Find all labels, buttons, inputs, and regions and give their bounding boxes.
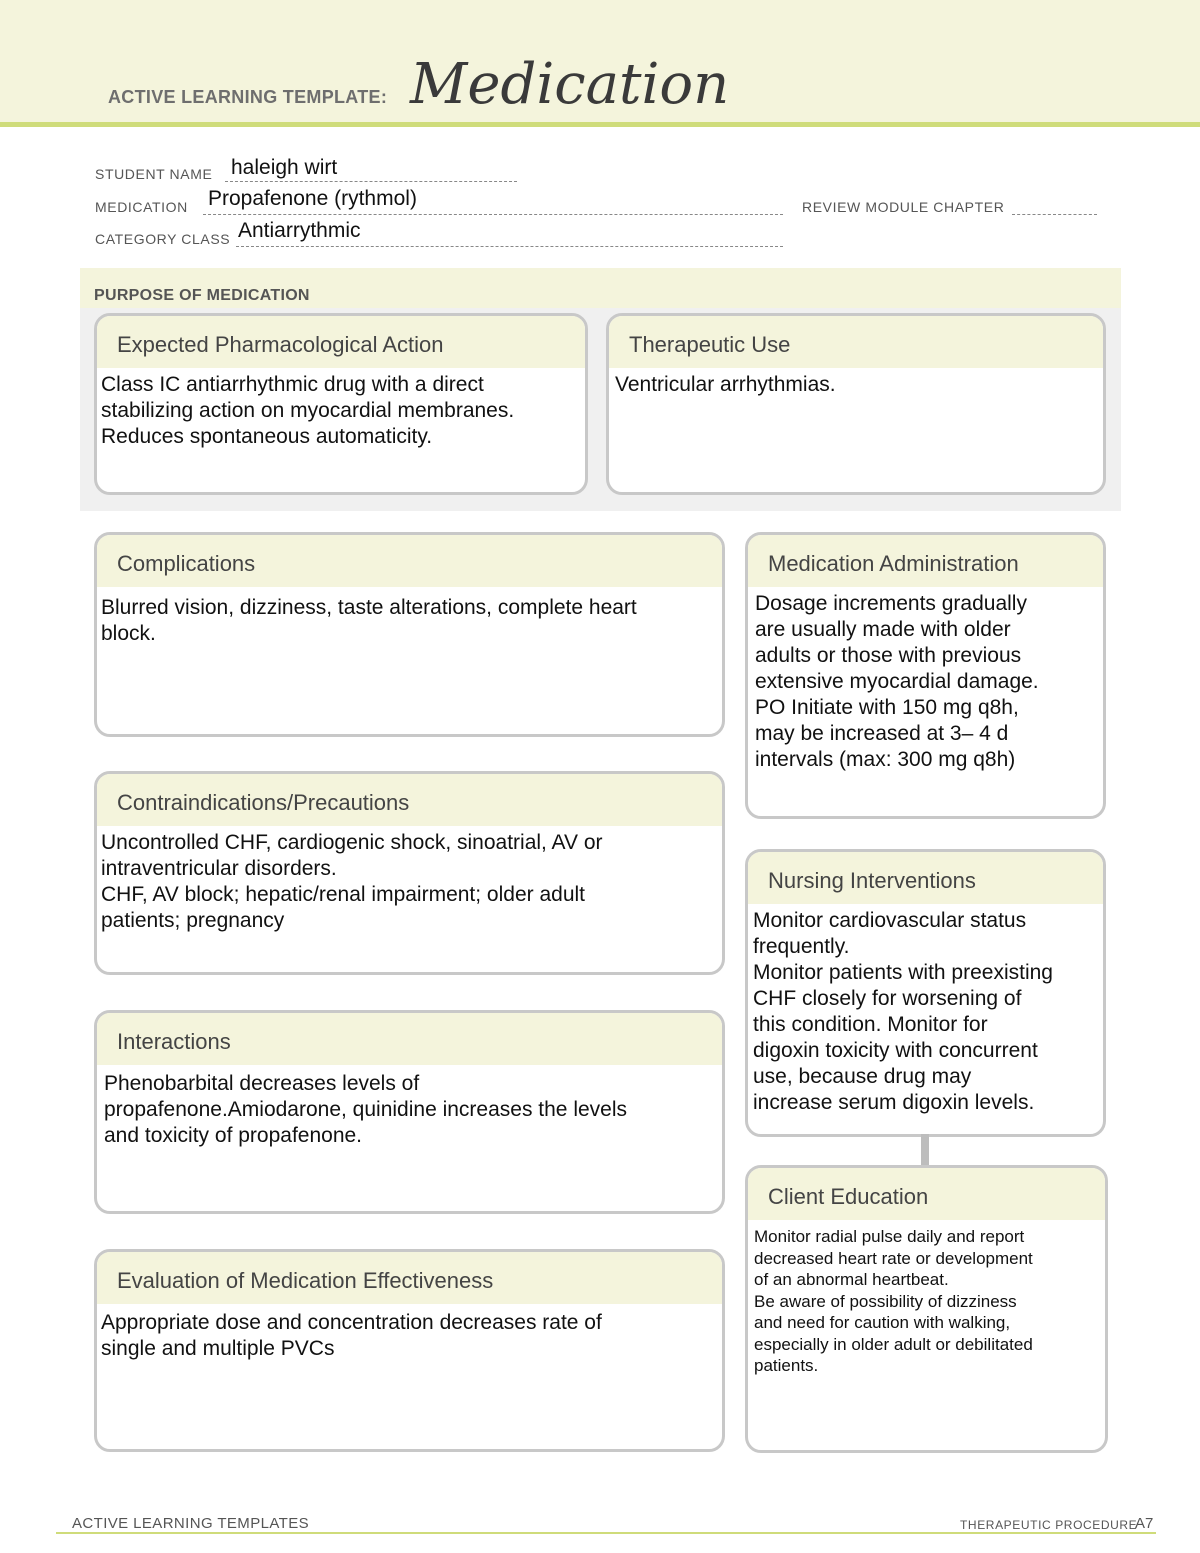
expected-action-box xyxy=(94,313,588,495)
education-text[interactable]: Monitor radial pulse daily and report decreased heart rate or development of an abnormal heartbeat. Be aware of possibility of dizziness and need for caution with walking, especially in older adult or debilitated patients. xyxy=(754,1227,1033,1375)
medication-line xyxy=(203,214,783,215)
therapeutic-use-title: Therapeutic Use xyxy=(609,316,1103,368)
student-name-line xyxy=(225,181,517,182)
student-name-label: STUDENT NAME xyxy=(95,166,213,182)
evaluation-box xyxy=(94,1249,725,1452)
nursing-box xyxy=(745,849,1106,1137)
administration-box xyxy=(745,532,1106,819)
expected-action-text[interactable]: Class IC antiarrhythmic drug with a direct stabilizing action on myocardial membranes. Reduces spontaneous automaticity. xyxy=(101,373,515,448)
evaluation-text[interactable]: Appropriate dose and concentration decreases rate of single and multiple PVCs xyxy=(101,1311,602,1360)
administration-text[interactable]: Dosage increments gradually are usually made with older adults or those with previous extensive myocardial damage. PO Initiate with 150 mg q8h, may be increased at 3– 4 d intervals (max: 300 mg q8h) xyxy=(755,592,1039,771)
interactions-title: Interactions xyxy=(97,1013,722,1065)
therapeutic-use-box xyxy=(606,313,1106,495)
medication-field[interactable]: Propafenone (rythmol) xyxy=(208,187,417,210)
footer-rule xyxy=(56,1532,1156,1534)
footer-left-label: ACTIVE LEARNING TEMPLATES xyxy=(72,1515,309,1532)
therapeutic-use-text[interactable]: Ventricular arrhythmias. xyxy=(615,373,836,396)
education-title: Client Education xyxy=(748,1168,1105,1220)
interactions-box xyxy=(94,1010,725,1214)
complications-box xyxy=(94,532,725,737)
medication-label: MEDICATION xyxy=(95,199,188,215)
nursing-text[interactable]: Monitor cardiovascular status frequently. Monitor patients with preexisting CHF closely for worsening of this condition. Monitor for digoxin toxicity with concurrent use, because drug may increase serum digoxin levels. xyxy=(753,909,1053,1114)
evaluation-title: Evaluation of Medication Effectiveness xyxy=(97,1252,722,1304)
contraindications-box xyxy=(94,771,725,975)
nursing-title: Nursing Interventions xyxy=(748,852,1103,904)
page-number: A7 xyxy=(1135,1515,1154,1532)
student-name-field[interactable]: haleigh wirt xyxy=(231,156,338,179)
expected-action-title: Expected Pharmacological Action xyxy=(97,316,585,368)
contraindications-text[interactable]: Uncontrolled CHF, cardiogenic shock, sinoatrial, AV or intraventricular disorders. CHF, AV block; hepatic/renal impairment; older adult patients; pregnancy xyxy=(101,831,603,932)
contraindications-title: Contraindications/Precautions xyxy=(97,774,722,826)
template-label: ACTIVE LEARNING TEMPLATE: xyxy=(108,87,388,107)
footer-right-label: THERAPEUTIC PROCEDURE xyxy=(960,1518,1138,1532)
purpose-title: PURPOSE OF MEDICATION xyxy=(94,287,310,304)
review-module-label: REVIEW MODULE CHAPTER xyxy=(802,199,1005,215)
category-class-field[interactable]: Antiarrythmic xyxy=(238,219,361,242)
review-module-field[interactable] xyxy=(1012,214,1097,215)
header-rule xyxy=(0,122,1200,127)
page-title: Medication xyxy=(410,52,730,117)
box-connector xyxy=(921,1134,929,1166)
complications-text[interactable]: Blurred vision, dizziness, taste alterations, complete heart block. xyxy=(101,596,637,645)
interactions-text[interactable]: Phenobarbital decreases levels of propafenone.Amiodarone, quinidine increases the levels and toxicity of propafenone. xyxy=(104,1072,628,1147)
education-box xyxy=(745,1165,1108,1453)
category-class-line xyxy=(236,246,783,247)
category-class-label: CATEGORY CLASS xyxy=(95,231,231,247)
complications-title: Complications xyxy=(97,535,722,587)
administration-title: Medication Administration xyxy=(748,535,1103,587)
